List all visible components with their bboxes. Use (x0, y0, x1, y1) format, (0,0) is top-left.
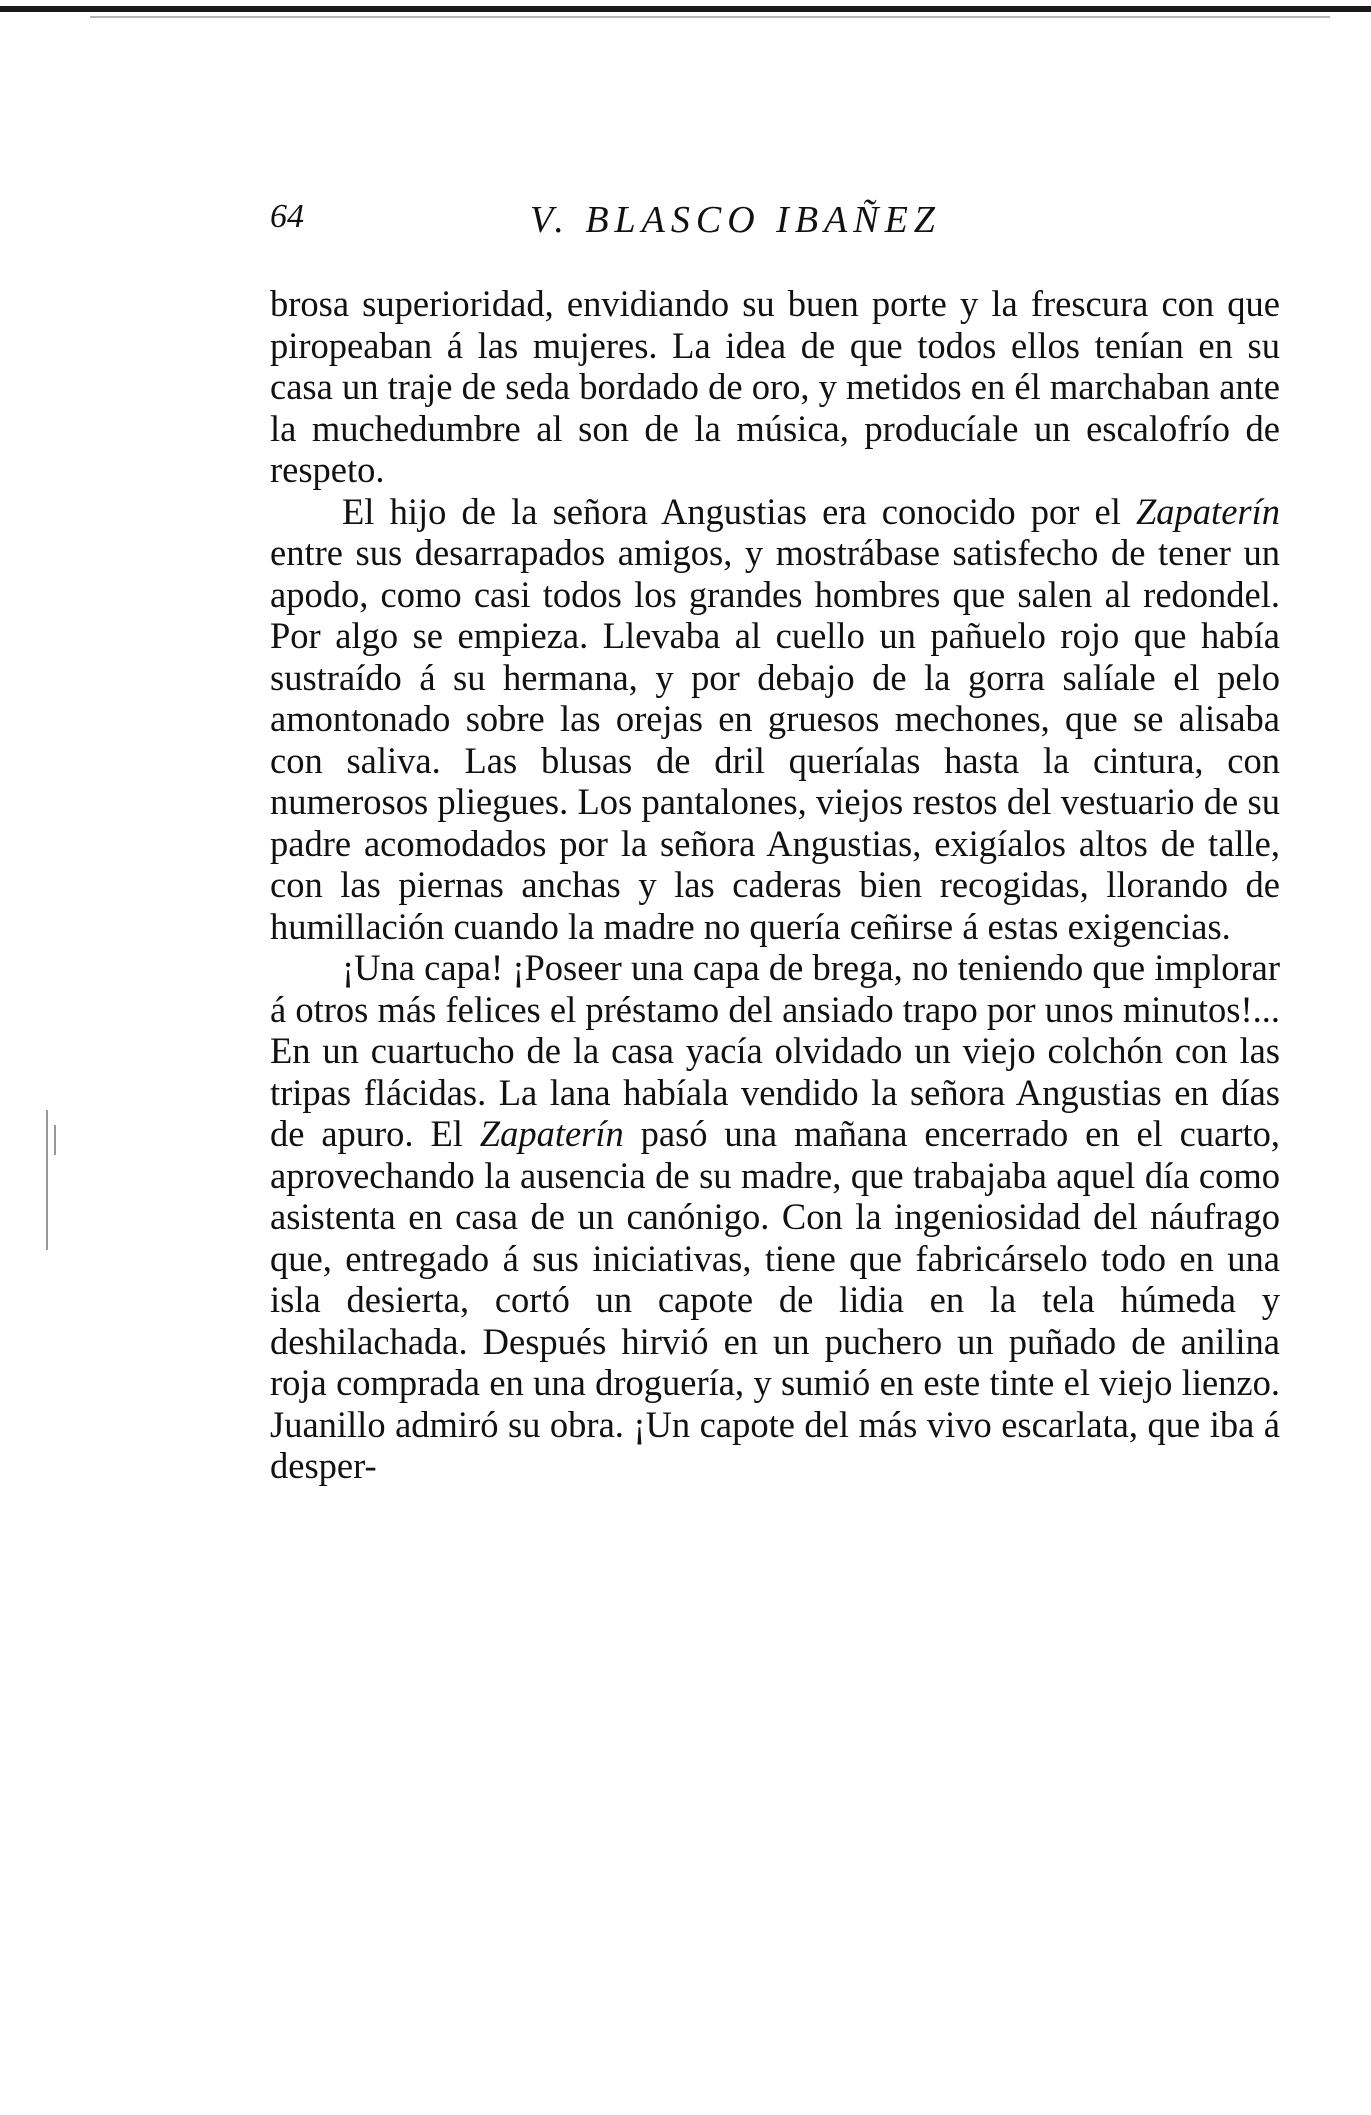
paragraph-2 (270, 491, 1280, 948)
body-text (270, 283, 1280, 1487)
paragraph-2-text-b: entre sus desarrapados amigos, y mostrábase satisfecho de tener un apodo, como casi todos los grandes hombres que salen al redondel. Por algo se empieza. Llevaba al cuello un pañuelo rojo que había sustraído á su hermana, y por debajo de la gorra salíale el pelo amontonado sobre las orejas en gruesos mechones, que se alisaba con saliva. Las blusas de dril queríalas hasta la cintura, con numerosos pliegues. Los pantalones, viejos restos del vestuario de su padre acomodados por la señora Angustias, exigíalos altos de talle, con las piernas anchas y las caderas bien recogidas, llorando de humillación cuando la madre no quería ceñirse á estas exigencias. (270, 532, 1280, 947)
top-border-rule (0, 6, 1371, 12)
paragraph-2-italic-nickname: Zapaterín (1136, 490, 1280, 532)
paragraph-3-italic-nickname: Zapaterín (479, 1113, 624, 1154)
page-number: 64 (270, 198, 304, 235)
paragraph-3-text-a: ¡Una capa! ¡Poseer una capa de brega, no teniendo que implorar á otros más felices el préstamo del ansiado trapo por unos minutos!... En un cuartucho de la casa yacía olvidado un viejo colchón con las tripas flácidas. La lana habíala vendido la señora Angustias en días de apuro. El (270, 947, 1280, 1154)
page-header (270, 198, 1280, 258)
paragraph-1-text: brosa superioridad, envidiando su buen porte y la frescura con que piropeaban á las mujeres. La idea de que todos ellos tenían en su casa un traje de seda bordado de oro, y metidos en él marchaban ante la muchedumbre al son de la música, producíale un escalofrío de respeto. (270, 283, 1280, 490)
paragraph-1 (270, 283, 1280, 491)
paragraph-3 (270, 947, 1280, 1487)
margin-scan-mark (54, 1125, 56, 1155)
running-title: V. BLASCO IBAÑEZ (530, 199, 941, 241)
paragraph-2-text-a: El hijo de la señora Angustias era conocido por el (342, 490, 1136, 532)
top-border-shadow (90, 16, 1330, 18)
margin-scan-mark (46, 1110, 48, 1250)
paragraph-3-text-b: pasó una mañana encerrado en el cuarto, aprovechando la ausencia de su madre, que trabajaba aquel día como asistenta en casa de un canónigo. Con la ingeniosidad del náufrago que, entregado á sus iniciativas, tiene que fabricárselo todo en una isla desierta, cortó un capote de lidia en la tela húmeda y deshilachada. Después hirvió en un puchero un puñado de anilina roja comprada en una droguería, y sumió en este tinte el viejo lienzo. Juanillo admiró su obra. ¡Un capote del más vivo escarlata, que iba á desper- (270, 1113, 1280, 1486)
